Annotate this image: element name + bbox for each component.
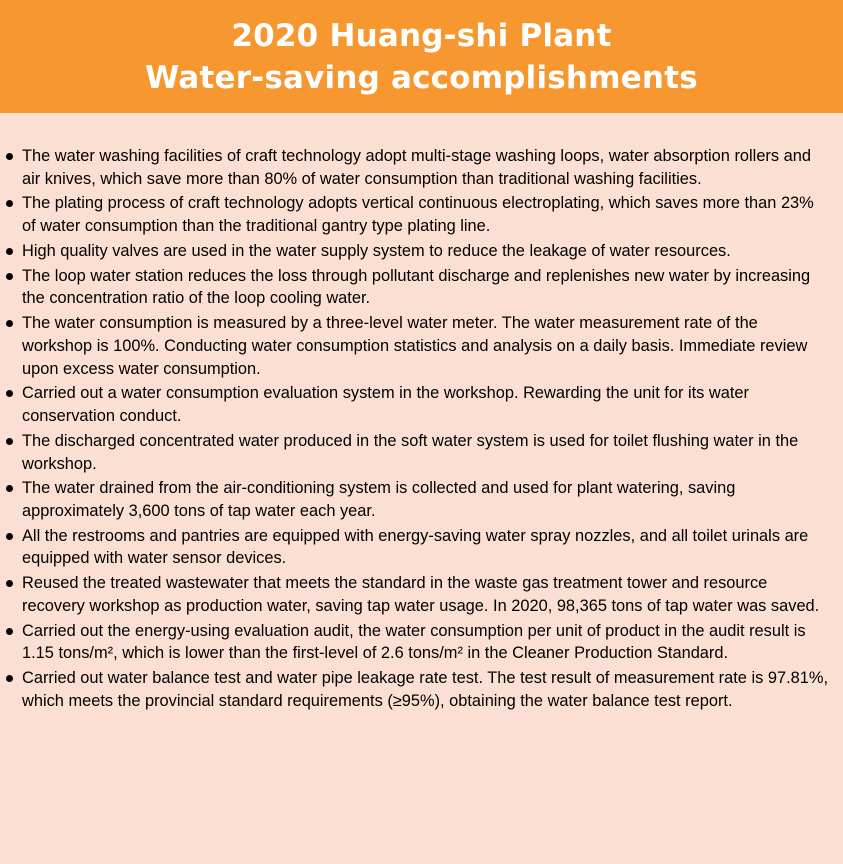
list-item-text: The loop water station reduces the loss through pollutant discharge and replenishes new water by increasing the concentration ratio of the loop cooling water. xyxy=(22,266,811,308)
bullet-icon xyxy=(6,438,13,445)
bullet-icon xyxy=(6,485,13,492)
list-item xyxy=(0,477,843,522)
bullet-icon xyxy=(6,390,13,397)
bullet-icon xyxy=(6,580,13,587)
list-item-text: The water drained from the air-conditioning system is collected and used for plant watering, saving approximately 3,600 tons of tap water each year. xyxy=(22,479,736,520)
bullet-icon xyxy=(6,273,13,280)
list-item-text: The plating process of craft technology adopts vertical continuous electroplating, which saves more than 23% of water consumption than the traditional gantry type plating line. xyxy=(22,194,814,236)
bullet-icon xyxy=(6,153,13,160)
list-item-text: The water consumption is measured by a three-level water meter. The water measurement rate of the workshop is 100%. Conducting water consumption statistics and analysis on a daily basis. Immediate review upon excess water consumption. xyxy=(22,314,808,378)
list-item-text: The discharged concentrated water produced in the soft water system is used for toilet flushing water in the workshop. xyxy=(22,431,799,473)
list-item-text: The water washing facilities of craft technology adopt multi-stage washing loops, water absorption rollers and air knives, which save more than 80% of water consumption than traditional washing facilities. xyxy=(22,147,811,188)
list-item xyxy=(0,192,843,237)
list-item xyxy=(0,312,843,380)
bullet-icon xyxy=(6,628,13,635)
list-item xyxy=(0,667,843,712)
list-item xyxy=(0,145,843,190)
accomplishments-list xyxy=(0,145,843,713)
list-item-text: All the restrooms and pantries are equipped with energy-saving water spray nozzles, and all toilet urinals are equipped with water sensor devices. xyxy=(22,526,809,568)
bullet-icon xyxy=(6,320,13,327)
list-item xyxy=(0,265,843,310)
list-item xyxy=(0,240,843,263)
bullet-icon xyxy=(6,248,13,255)
bullet-icon xyxy=(6,533,13,540)
list-item-text: Carried out a water consumption evaluation system in the workshop. Rewarding the unit for its water conservation conduct. xyxy=(22,384,750,426)
list-item xyxy=(0,572,843,617)
title-banner xyxy=(0,0,843,113)
list-item xyxy=(0,620,843,665)
list-item-text: Carried out water balance test and water pipe leakage rate test. The test result of measurement rate is 97.81%, which meets the provincial standard requirements (≥95%), obtaining the water balance test report. xyxy=(22,669,829,710)
bullet-icon xyxy=(6,200,13,207)
list-item-text: Reused the treated wastewater that meets the standard in the waste gas treatment tower and resource recovery workshop as production water, saving tap water usage. In 2020, 98,365 tons of tap water was saved. xyxy=(22,574,820,615)
list-item xyxy=(0,525,843,570)
list-item-text: High quality valves are used in the water supply system to reduce the leakage of water resources. xyxy=(22,241,731,260)
list-item-text: Carried out the energy-using evaluation audit, the water consumption per unit of product in the audit result is 1.15 tons/m², which is lower than the first-level of 2.6 tons/m² in the Cleaner Production Standard. xyxy=(22,621,806,663)
bullet-icon xyxy=(6,675,13,682)
title-line-2: Water-saving accomplishments xyxy=(145,59,698,96)
list-item xyxy=(0,430,843,475)
list-item xyxy=(0,382,843,427)
accomplishments-list-container xyxy=(0,145,843,715)
title-line-1: 2020 Huang-shi Plant xyxy=(231,17,612,54)
